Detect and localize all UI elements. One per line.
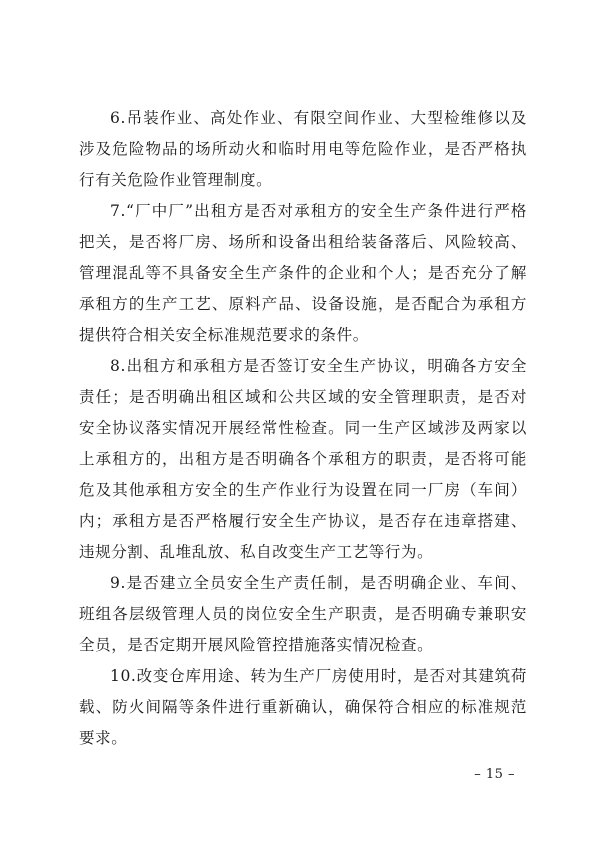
- paragraph-item-6: 6.吊装作业、高处作业、有限空间作业、大型检维修以及涉及危险物品的场所动火和临时用电等危险作业，是否严格执行有关危险作业管理制度。: [79, 109, 527, 189]
- document-body: [79, 103, 527, 754]
- paragraph-item-7: 7.“厂中厂”出租方是否对承租方的安全生产条件进行严格把关，是否将厂房、场所和设备出租给装备落后、风险较高、管理混乱等不具备安全生产条件的企业和个人；是否充分了解承租方的生产工艺、原料产品、设备设施，是否配合为承租方提供符合相关安全标准规范要求的条件。: [79, 202, 527, 344]
- paragraph-item-10: 10.改变仓库用途、转为生产厂房使用时，是否对其建筑荷载、防火间隔等条件进行重新确认，确保符合相应的标准规范要求。: [79, 667, 527, 747]
- paragraph-item-8: 8.出租方和承租方是否签订安全生产协议，明确各方安全责任；是否明确出租区域和公共区域的安全管理职责，是否对安全协议落实情况开展经常性检查。同一生产区域涉及两家以上承租方的，出租方是否明确各个承租方的职责，是否将可能危及其他承租方安全的生产作业行为设置在同一厂房（车间）内；承租方是否严格履行安全生产协议，是否存在违章搭建、违规分割、乱堆乱放、私自改变生产工艺等行为。: [79, 357, 527, 561]
- page-number: – 15 –: [474, 767, 515, 782]
- paragraph-item-9: 9.是否建立全员安全生产责任制，是否明确企业、车间、班组各层级管理人员的岗位安全生产职责，是否明确专兼职安全员，是否定期开展风险管控措施落实情况检查。: [79, 574, 527, 654]
